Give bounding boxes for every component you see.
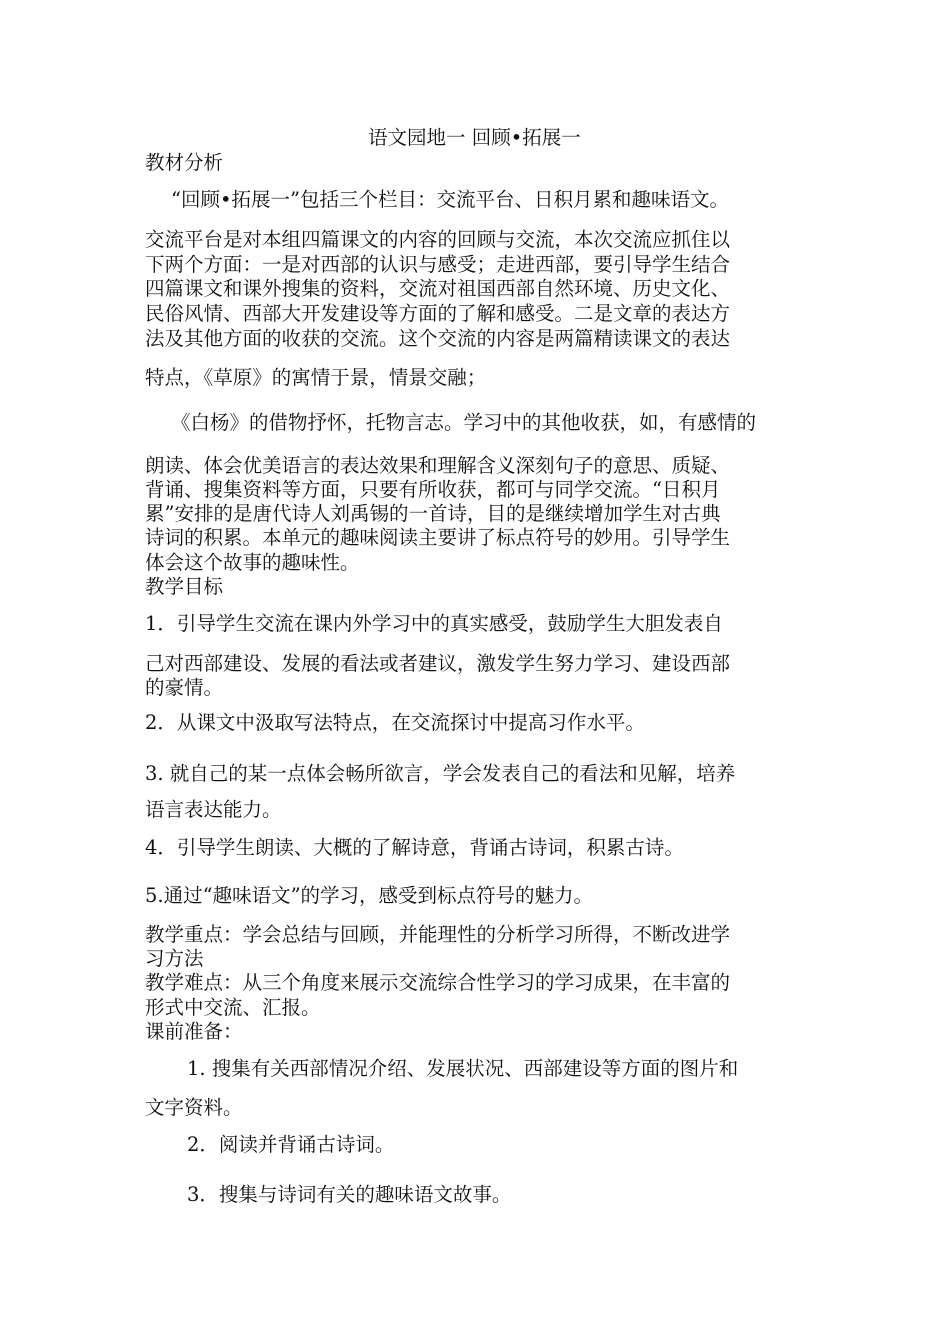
analysis-line-13: 体会这个故事的趣味性。 (145, 551, 360, 574)
analysis-line-2: 交流平台是对本组四篇课文的内容的回顾与交流，本次交流应抓住以 (145, 228, 731, 251)
prep-line-3: 2．阅读并背诵古诗词。 (187, 1133, 395, 1156)
goal-line-5: 3. 就自己的某一点体会畅所欲言，学会发表自己的看法和见解，培养 (145, 762, 736, 785)
difficulty-line-1: 教学难点：从三个角度来展示交流综合性学习的学习成果，在丰富的 (145, 971, 731, 994)
focus-line-1: 教学重点：学会总结与回顾，并能理性的分析学习所得，不断改进学 (145, 923, 731, 946)
analysis-line-4: 四篇课文和课外搜集的资料，交流对祖国西部自然环境、历史文化、 (145, 277, 731, 300)
analysis-line-12: 诗词的积累。本单元的趣味阅读主要讲了标点符号的妙用。引导学生 (145, 526, 731, 549)
goal-line-7: 4．引导学生朗读、大概的了解诗意，背诵古诗词，积累古诗。 (145, 836, 684, 859)
prep-line-4: 3．搜集与诗词有关的趣味语文故事。 (187, 1183, 512, 1206)
analysis-line-6: 法及其他方面的收获的交流。这个交流的内容是两篇精读课文的表达 (145, 327, 731, 350)
analysis-line-11: 累”安排的是唐代诗人刘禹锡的一首诗，目的是继续增加学生对古典 (145, 502, 721, 525)
goal-line-6: 语言表达能力。 (145, 798, 282, 821)
focus-line-2: 习方法 (145, 947, 204, 970)
goal-line-3: 的豪情。 (145, 676, 224, 699)
analysis-line-7: 特点，《草原》的寓情于景，情景交融； (145, 366, 487, 389)
analysis-line-1: “回顾•拓展一”包括三个栏目：交流平台、日积月累和趣味语文。 (171, 188, 729, 211)
goal-line-1: 1．引导学生交流在课内外学习中的真实感受，鼓励学生大胆发表自 (145, 612, 723, 635)
analysis-line-5: 民俗风情、西部大开发建设等方面的了解和感受。二是文章的表达方 (145, 302, 731, 325)
prep-line-1: 1. 搜集有关西部情况介绍、发展状况、西部建设等方面的图片和 (187, 1057, 739, 1080)
heading-goals: 教学目标 (145, 575, 224, 598)
document-title: 语文园地一 回顾•拓展一 (368, 126, 581, 149)
heading-analysis: 教材分析 (145, 151, 224, 174)
goal-line-4: 2．从课文中汲取写法特点，在交流探讨中提高习作水平。 (145, 711, 645, 734)
prep-line-2: 文字资料。 (145, 1096, 243, 1119)
analysis-line-8: 《白杨》的借物抒怀，托物言志。学习中的其他收获，如，有感情的 (171, 411, 757, 434)
analysis-line-10: 背诵、搜集资料等方面，只要有所收获，都可与同学交流。“日积月 (145, 478, 721, 501)
heading-prep: 课前准备： (145, 1020, 243, 1043)
goal-line-2: 己对西部建设、发展的看法或者建议，激发学生努力学习、建设西部 (145, 652, 731, 675)
difficulty-line-2: 形式中交流、汇报。 (145, 996, 321, 1019)
analysis-line-3: 下两个方面：一是对西部的认识与感受；走进西部，要引导学生结合 (145, 253, 731, 276)
analysis-line-9: 朗读、体会优美语言的表达效果和理解含义深刻句子的意思、质疑、 (145, 454, 731, 477)
goal-line-8: 5.通过“趣味语文”的学习，感受到标点符号的魅力。 (145, 884, 594, 907)
